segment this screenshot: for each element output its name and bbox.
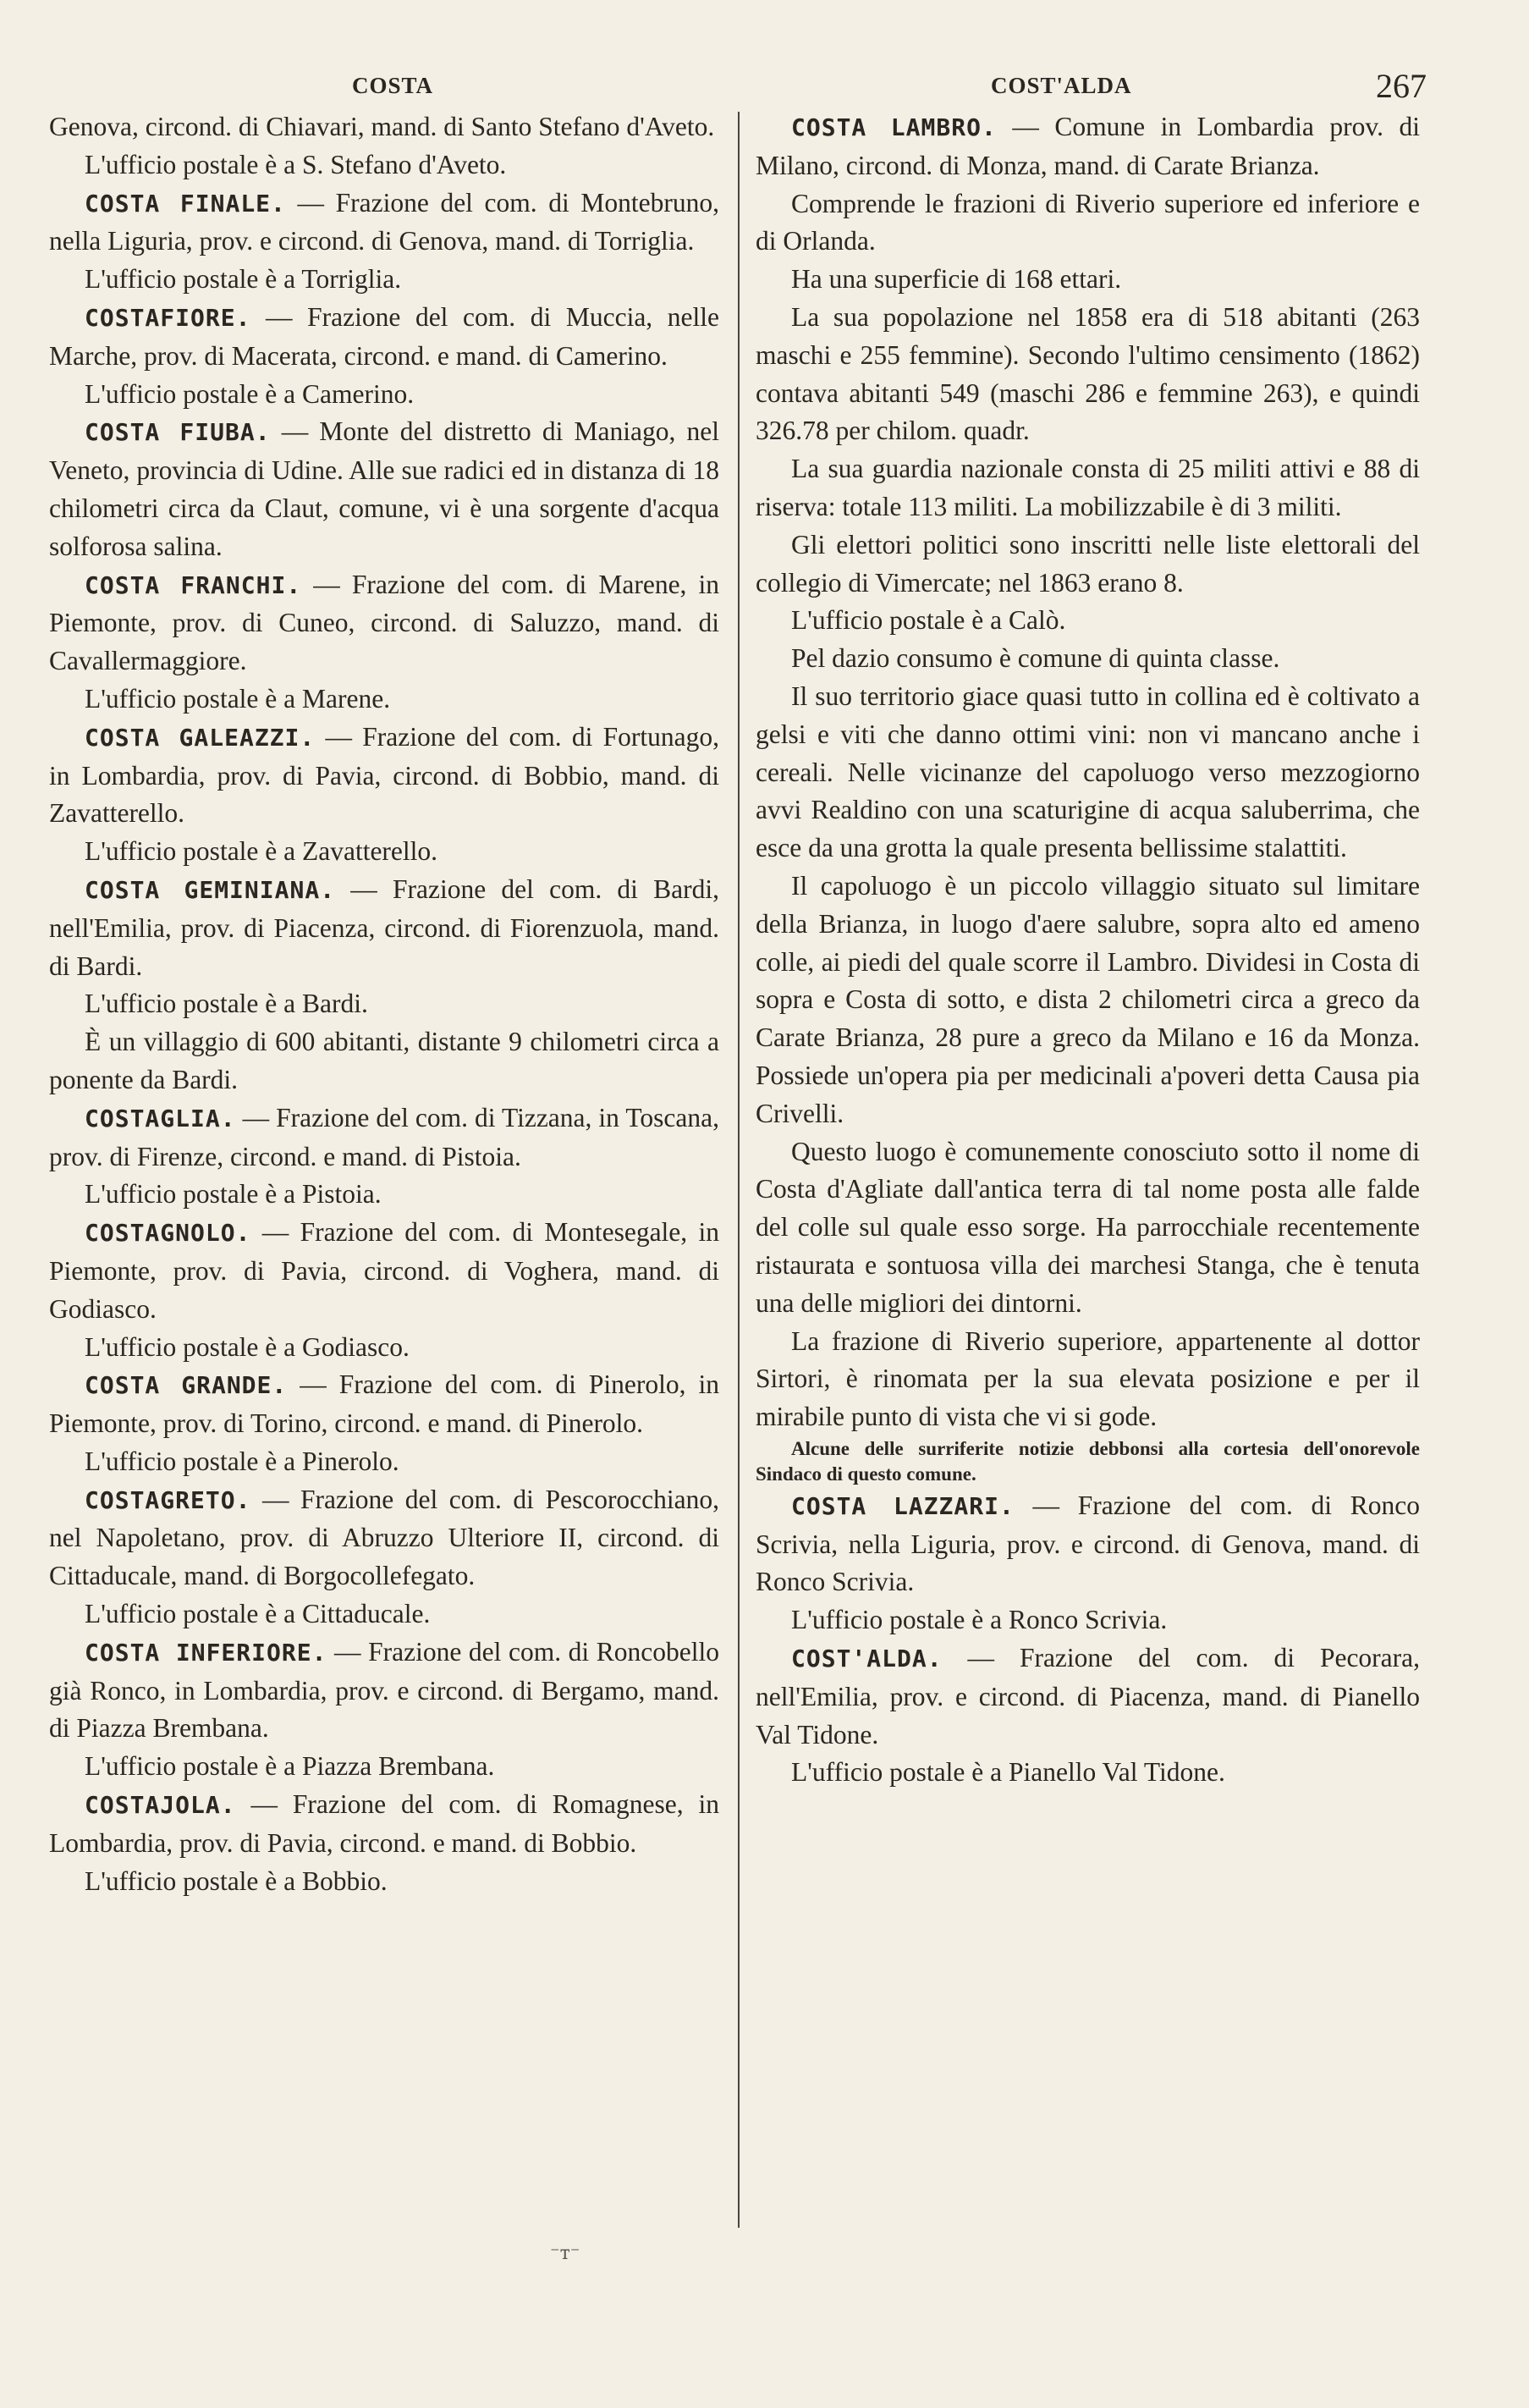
dictionary-entry (49, 1481, 719, 1634)
dictionary-entry (49, 1214, 719, 1366)
dictionary-entry (49, 566, 719, 719)
entry-paragraph (49, 299, 719, 376)
entry-paragraph: L'ufficio postale è a Pistoia. (85, 1179, 382, 1210)
entry-paragraph (49, 566, 719, 681)
entry-paragraph: L'ufficio postale è a Pinerolo. (85, 1446, 399, 1476)
entry-paragraph: Ha una superficie di 168 ettari. (791, 264, 1122, 295)
entry-paragraph: L'ufficio postale è a Marene. (85, 683, 391, 714)
entry-paragraph: L'ufficio postale è a Pianello Val Tidone. (791, 1757, 1225, 1788)
entry-paragraph (756, 1487, 1420, 1601)
dictionary-entry (49, 413, 719, 565)
entry-paragraph: Il capoluogo è un piccolo villaggio situato sul limitare della Brianza, in luogo d'aere salubre, sopra alto ed ameno colle, ai piedi del quale scorre il Lambro. Dividesi in Costa di sopra e Costa di sotto, e dista 2 chilometri circa a greco da Carate Brianza, 28 pure a greco da Milano e 16 da Monza. Possiede un'opera pia per medicinali a'poveri detta Causa pia Crivelli. (756, 870, 1420, 1128)
entry-paragraph: L'ufficio postale è a Calò. (791, 605, 1066, 636)
entry-text: — Frazione del com. di Pescorocchiano, nel Napoletano, prov. di Abruzzo Ulteriore II, circond. di Cittaducale, mand. di Borgocollefegato. (49, 1484, 719, 1591)
entry-text: — Frazione del com. di Ronco Scrivia, nella Liguria, prov. e circond. di Genova, mand. di Ronco Scrivia. (756, 1490, 1420, 1597)
entry-headword: COSTA GRANDE. (85, 1371, 288, 1400)
entry-paragraph (49, 185, 719, 262)
entry-paragraph: L'ufficio postale è a Cittaducale. (85, 1599, 431, 1629)
entry-paragraph (756, 108, 1420, 185)
entry-paragraph: Gli elettori politici sono inscritti nelle liste elettorali del collegio di Vimercate; nel 1863 erano 8. (756, 529, 1420, 598)
entry-paragraph (49, 1366, 719, 1443)
entry-headword: COSTA FRANCHI. (85, 570, 302, 599)
entry-paragraph: L'ufficio postale è a Bardi. (85, 989, 368, 1019)
entry-paragraph: Comprende le frazioni di Riverio superiore ed inferiore e di Orlanda. (756, 188, 1420, 256)
entry-paragraph: La sua guardia nazionale consta di 25 militi attivi e 88 di riserva: totale 113 militi. La mobilizzabile è di 3 militi. (756, 454, 1420, 521)
dictionary-entry (756, 108, 1420, 1487)
entry-text: — Frazione del com. di Pinerolo, in Piemonte, prov. di Torino, circond. e mand. di Pinerolo. (49, 1369, 719, 1439)
left-column (49, 108, 719, 1900)
entry-text: — Frazione del com. di Fortunago, in Lombardia, prov. di Pavia, circond. di Bobbio, mand. di Zavatterello. (49, 721, 719, 829)
dictionary-entry (49, 299, 719, 413)
entry-paragraph: Il suo territorio giace quasi tutto in collina ed è coltivato a gelsi e viti che danno ottimi vini: non vi mancano anche i cereali. Nelle vicinanze del capoluogo verso mezzogiorno avvi Realdino con una scaturigine di acqua saluberrima, che esce da una grotta la quale presenta bellissime stalattiti. (756, 681, 1420, 863)
entry-paragraph (49, 1099, 719, 1176)
dictionary-entry (49, 871, 719, 1099)
entry-paragraph (49, 1634, 719, 1748)
entry-paragraph: L'ufficio postale è a Piazza Brembana. (85, 1751, 495, 1782)
entry-text: — Frazione del com. di Montebruno, nella Liguria, prov. e circond. di Genova, mand. di Torriglia. (49, 187, 719, 256)
entry-headword: COSTAGLIA. (85, 1104, 236, 1132)
dictionary-entry (49, 1366, 719, 1480)
entry-headword: COSTA GALEAZZI. (85, 723, 316, 752)
entry-text: — Frazione del com. di Tizzana, in Toscana, prov. di Firenze, circond. e mand. di Pistoia. (49, 1102, 720, 1171)
entry-text: — Frazione del com. di Bardi, nell'Emilia, prov. di Piacenza, circond. di Fiorenzuola, mand. di Bardi. (49, 873, 720, 981)
entry-text: — Frazione del com. di Romagnese, in Lombardia, prov. di Pavia, circond. e mand. di Bobbio. (49, 1789, 720, 1858)
entry-paragraph (49, 1481, 719, 1595)
entry-headword: COSTA FINALE. (85, 189, 286, 218)
entry-headword: COSTAFIORE. (85, 303, 251, 332)
entry-paragraph: L'ufficio postale è a Torriglia. (85, 264, 402, 295)
dictionary-entry (49, 1786, 719, 1900)
entry-text: — Monte del distretto di Maniago, nel Veneto, provincia di Udine. Alle sue radici ed in distanza di 18 chilometri circa da Claut, comune, vi è una sorgente d'acqua solforosa salina. (49, 416, 720, 561)
column-divider (738, 112, 740, 2228)
dictionary-entry (49, 719, 719, 871)
dictionary-entry (49, 1099, 719, 1214)
entry-paragraph (49, 1214, 719, 1328)
page-header (47, 66, 1435, 108)
entry-footnote: Alcune delle surriferite notizie debbonsi alla cortesia dell'onorevole Sindaco di questo comune. (756, 1437, 1420, 1485)
entry-text: — Frazione del com. di Montesegale, in Piemonte, prov. di Pavia, circond. di Voghera, mand. di Godiasco. (49, 1217, 720, 1324)
entry-paragraph: È un villaggio di 600 abitanti, distante 9 chilometri circa a ponente da Bardi. (49, 1027, 719, 1094)
right-running-head: COST'ALDA (991, 73, 1132, 98)
entry-paragraph: La sua popolazione nel 1858 era di 518 abitanti (263 maschi e 255 femmine). Secondo l'ultimo censimento (1862) contava abitanti 549 (maschi 286 e femmine 263), e quindi 326.78 per chilom. quadr. (756, 301, 1420, 446)
entry-paragraph: Genova, circond. di Chiavari, mand. di Santo Stefano d'Aveto. (49, 112, 715, 141)
entry-headword: COSTAGNOLO. (85, 1219, 251, 1248)
entry-paragraph (49, 1786, 719, 1863)
page-number: 267 (1376, 67, 1427, 105)
entry-paragraph: Questo luogo è comunemente conosciuto sotto il nome di Costa d'Agliate dall'antica terra di tal nome posta alle falde del colle sul quale esso sorge. Ha parrocchiale recentemente ristaurata e sontuosa villa dei marchesi Stanga, che è tenuta una delle migliori dei dintorni. (756, 1136, 1420, 1318)
entry-paragraph: L'ufficio postale è a Camerino. (85, 378, 415, 409)
entry-paragraph (49, 413, 719, 565)
dictionary-entry (49, 1634, 719, 1786)
dictionary-entry (756, 1639, 1420, 1792)
entry-paragraph: L'ufficio postale è a S. Stefano d'Aveto. (85, 149, 507, 179)
right-column (756, 108, 1420, 1792)
entry-text: — Frazione del com. di Roncobello già Ronco, in Lombardia, prov. e circond. di Bergamo, mand. di Piazza Brembana. (49, 1636, 720, 1744)
entry-paragraph: L'ufficio postale è a Bobbio. (85, 1865, 388, 1896)
entry-paragraph: La frazione di Riverio superiore, appartenente al dottor Sirtori, è rinomata per la sua elevata posizione e per il mirabile punto di vista che vi si gode. (756, 1325, 1420, 1432)
left-running-head: COSTA (352, 73, 434, 98)
entry-headword: COSTA LAMBRO. (791, 113, 997, 141)
entry-paragraph (49, 719, 719, 833)
entry-headword: COSTA LAZZARI. (791, 1491, 1015, 1520)
dictionary-entry (756, 1487, 1420, 1639)
entry-headword: COSTAJOLA. (85, 1791, 236, 1820)
entry-paragraph: L'ufficio postale è a Godiasco. (85, 1331, 410, 1362)
entry-text: — Comune in Lombardia prov. di Milano, circond. di Monza, mand. di Carate Brianza. (756, 112, 1421, 180)
dictionary-entry (49, 108, 719, 185)
entry-text: — Frazione del com. di Marene, in Piemonte, prov. di Cuneo, circond. di Saluzzo, mand. di Cavallermaggiore. (49, 569, 719, 676)
entry-paragraph: Pel dazio consumo è comune di quinta classe. (791, 643, 1280, 674)
entry-headword: COSTAGRETO. (85, 1485, 251, 1514)
entry-headword: COSTA GEMINIANA. (85, 875, 336, 904)
entry-paragraph (756, 1639, 1420, 1754)
entry-text: — Frazione del com. di Pecorara, nell'Emilia, prov. e circond. di Piacenza, mand. di Pianello Val Tidone. (756, 1643, 1420, 1750)
entry-paragraph: L'ufficio postale è a Ronco Scrivia. (791, 1605, 1168, 1635)
entry-paragraph (49, 871, 719, 985)
entry-headword: COST'ALDA. (791, 1645, 943, 1673)
entry-headword: COSTA INFERIORE. (85, 1638, 327, 1667)
dictionary-entry (49, 185, 719, 299)
printer-mark: ⁻ᴛ⁻ (550, 2243, 580, 2264)
entry-text: — Frazione del com. di Muccia, nelle Marche, prov. di Macerata, circond. e mand. di Camerino. (49, 301, 720, 371)
entry-paragraph: L'ufficio postale è a Zavatterello. (85, 836, 438, 867)
entry-headword: COSTA FIUBA. (85, 418, 271, 447)
